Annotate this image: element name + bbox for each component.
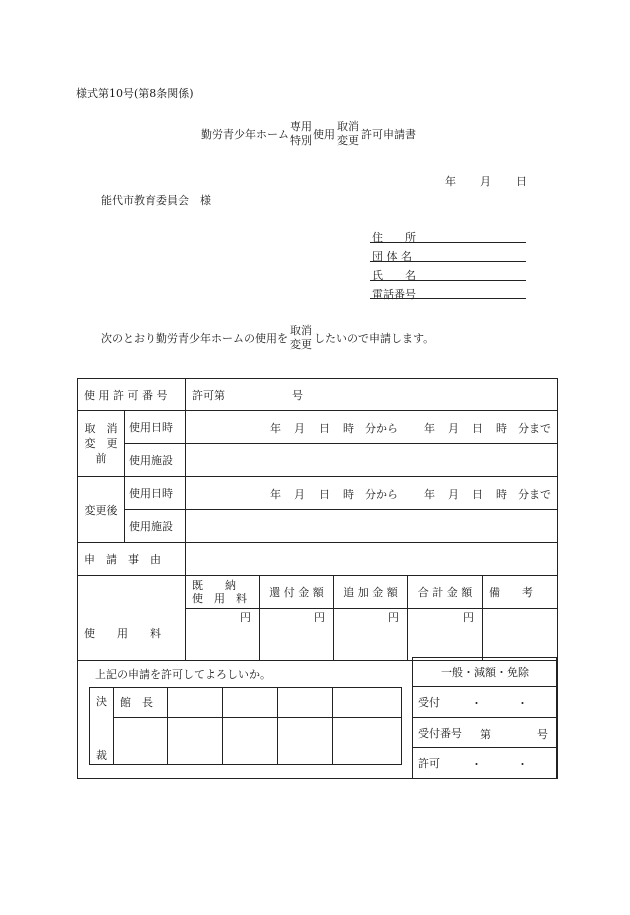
permit-number-label: 使 用 許 可 番 号	[78, 379, 186, 411]
applicant-address-label: 住 所	[372, 231, 416, 244]
request-choice-top: 取消	[290, 324, 312, 337]
title-choice-2-top: 取消	[337, 120, 359, 133]
director-stamp[interactable]	[114, 717, 168, 764]
permit-number-cell[interactable]	[186, 379, 558, 411]
stamp-header-4	[278, 688, 333, 718]
title-middle: 使用	[313, 128, 335, 141]
request-sentence	[101, 323, 434, 353]
before-change-label: 取 消 変 更 前	[78, 411, 125, 477]
applicant-name-line[interactable]	[370, 280, 526, 281]
permit-number-prefix: 許可第	[192, 388, 226, 402]
reception-table	[412, 657, 558, 779]
before-datetime-label: 使用日時	[125, 411, 186, 444]
before-facility-row	[78, 444, 558, 477]
decision-label: 決 裁	[90, 688, 114, 765]
title-choice-1	[290, 120, 312, 148]
applicant-group-label: 団 体 名	[372, 250, 412, 263]
stamp-3[interactable]	[223, 717, 278, 764]
fee-additional-cell[interactable]: 円	[334, 609, 408, 661]
application-table	[77, 378, 558, 661]
fee-additional-header: 追 加 金 額	[334, 576, 408, 609]
title-choice-2-bottom: 変更	[337, 134, 359, 147]
addressee: 能代市教育委員会 様	[101, 194, 211, 207]
applicant-phone-line[interactable]	[370, 298, 526, 299]
date-year: 年	[445, 175, 456, 188]
fee-paid-cell[interactable]: 円	[186, 609, 260, 661]
before-datetime-cell[interactable]: 年 月 日 時 分から 年 月 日 時 分まで	[186, 411, 558, 444]
stamp-2[interactable]	[168, 717, 223, 764]
request-after: したいので申請します。	[314, 332, 435, 345]
stamp-header-5	[333, 688, 402, 718]
date-day: 日	[516, 175, 527, 188]
document-title	[201, 120, 416, 148]
form-number: 様式第10号(第8条関係)	[76, 87, 194, 100]
reason-row	[78, 543, 558, 576]
applicant-group-line[interactable]	[370, 261, 526, 262]
stamp-header-3	[223, 688, 278, 718]
after-facility-cell[interactable]	[186, 510, 558, 543]
fee-notes-header: 備 考	[483, 576, 558, 609]
fee-refund-header: 還 付 金 額	[260, 576, 334, 609]
title-suffix: 許可申請書	[361, 128, 416, 141]
fee-notes-cell[interactable]	[483, 609, 558, 661]
received-number[interactable]: 受付番号 第 号	[413, 718, 558, 748]
fee-label: 使 用 料	[78, 576, 186, 661]
reason-cell[interactable]	[186, 543, 558, 576]
date-month: 月	[480, 175, 491, 188]
after-facility-label: 使用施設	[125, 510, 186, 543]
request-choice	[290, 324, 312, 352]
approval-box	[77, 658, 557, 779]
approval-question: 上記の申請を許可してよろしいか。	[95, 668, 271, 681]
after-facility-row	[78, 510, 558, 543]
stamp-4[interactable]	[278, 717, 333, 764]
fee-refund-cell[interactable]: 円	[260, 609, 334, 661]
received-date[interactable]: 受付 ・ ・	[413, 687, 558, 718]
title-choice-2	[337, 120, 359, 148]
applicant-phone-label: 電話番号	[372, 288, 416, 301]
after-datetime-label: 使用日時	[125, 477, 186, 510]
fee-total-cell[interactable]: 円	[408, 609, 483, 661]
decision-table	[89, 687, 402, 765]
stamp-header-2	[168, 688, 223, 718]
title-choice-1-top: 専用	[290, 120, 312, 133]
stamp-5[interactable]	[333, 717, 402, 764]
permit-date[interactable]: 許可 ・ ・	[413, 748, 558, 779]
request-before: 次のとおり勤労青少年ホームの使用を	[101, 332, 288, 345]
request-choice-bottom: 変更	[290, 338, 312, 351]
after-datetime-cell[interactable]: 年 月 日 時 分から 年 月 日 時 分まで	[186, 477, 558, 510]
fee-header-row	[78, 576, 558, 609]
title-prefix: 勤労青少年ホーム	[201, 128, 289, 141]
fee-category[interactable]: 一般・減額・免除	[413, 658, 558, 687]
title-choice-1-bottom: 特別	[290, 134, 312, 147]
fee-total-header: 合 計 金 額	[408, 576, 483, 609]
director-label: 館 長	[114, 688, 168, 718]
after-datetime-row	[78, 477, 558, 510]
before-facility-cell[interactable]	[186, 444, 558, 477]
permit-number-row	[78, 379, 558, 411]
applicant-name-label: 氏 名	[372, 269, 416, 282]
reason-label: 申 請 事 由	[78, 543, 186, 576]
applicant-address-line[interactable]	[370, 242, 526, 243]
permit-number-suffix: 号	[292, 388, 304, 402]
after-change-label: 変更後	[78, 477, 125, 543]
fee-paid-header: 既 納 使 用 料	[186, 576, 260, 609]
before-facility-label: 使用施設	[125, 444, 186, 477]
before-datetime-row	[78, 411, 558, 444]
